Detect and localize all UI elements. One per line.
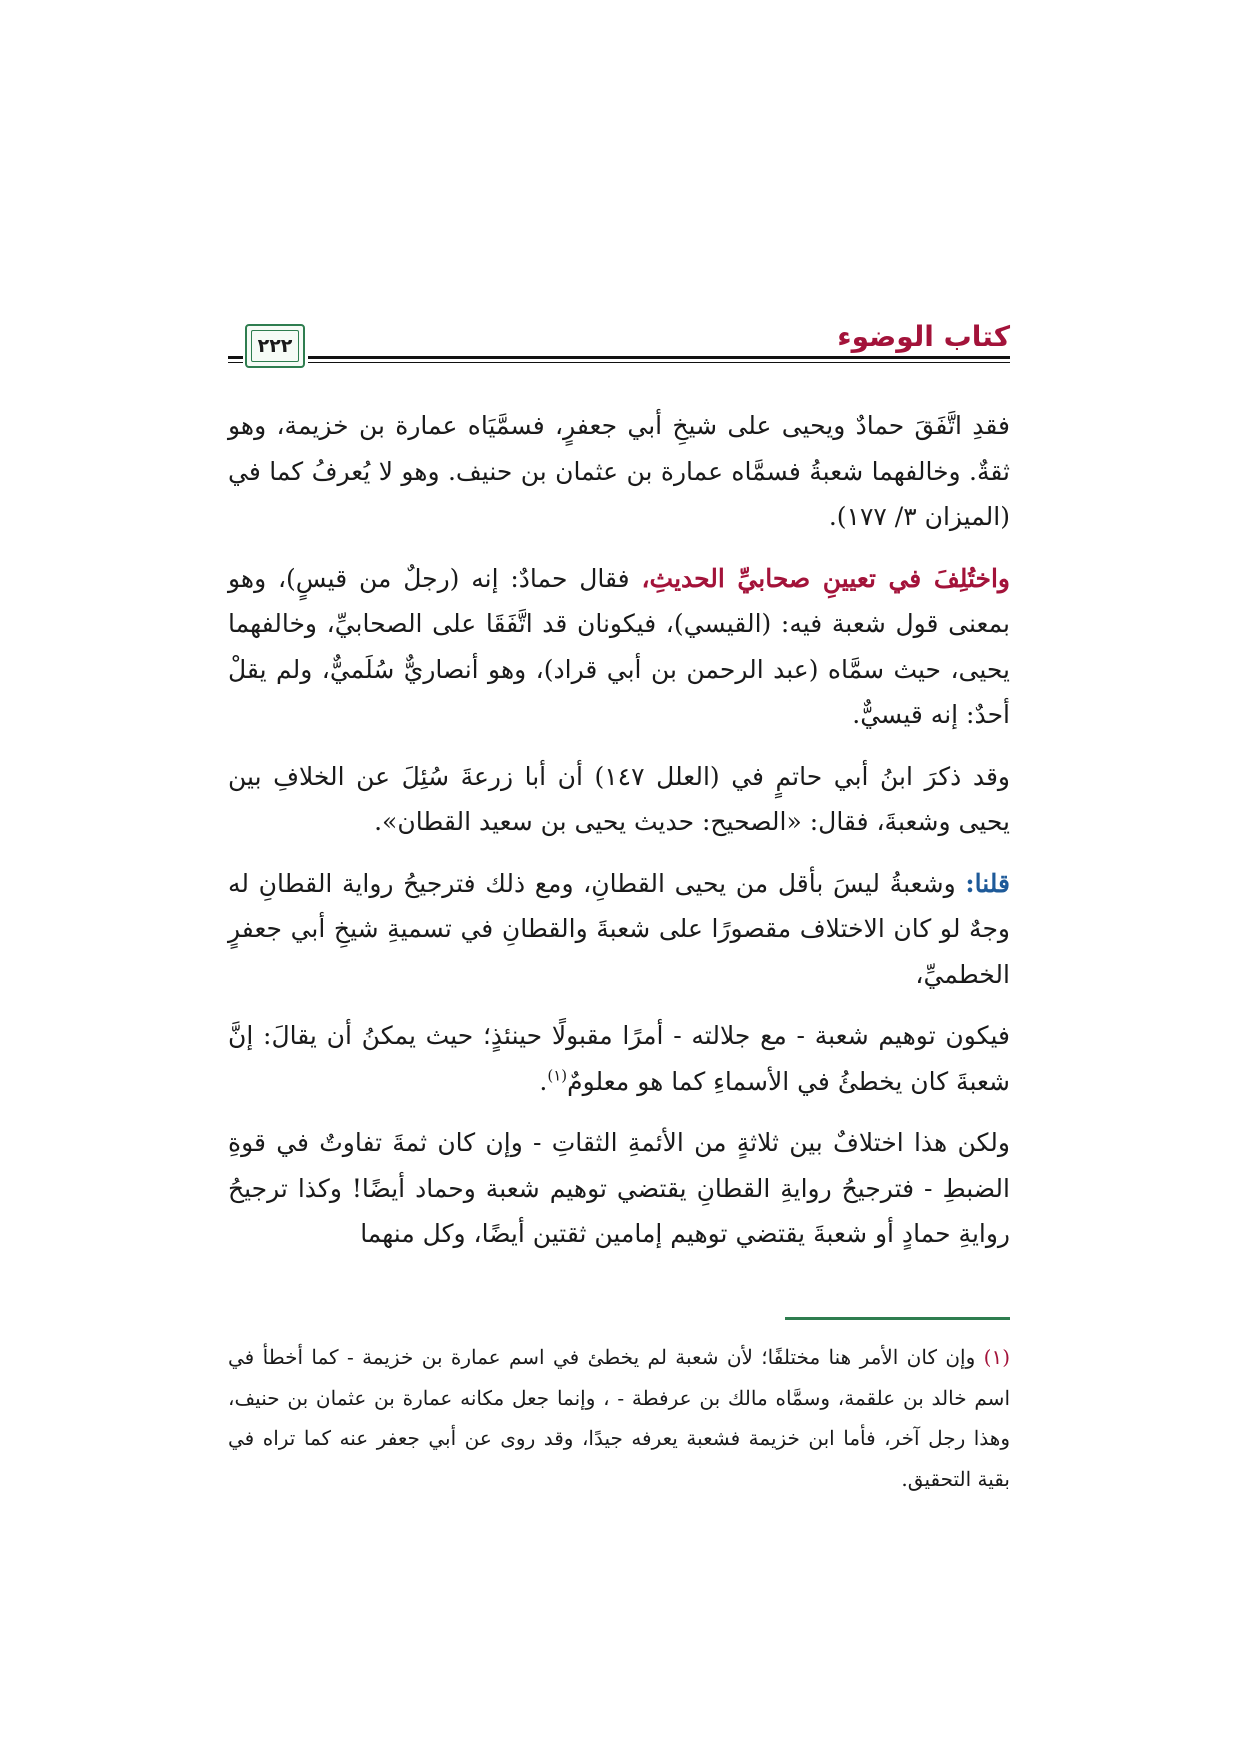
header-rule-thick (308, 356, 1010, 359)
paragraph-5 (228, 1013, 1010, 1104)
paragraph-tail: . (539, 1066, 548, 1096)
paragraph-lead: واختُلِفَ في تعيينِ صحابيِّ الحديثِ، (641, 563, 1011, 593)
header-rule-thin (308, 362, 1010, 363)
paragraph-text: ولكن هذا اختلافٌ بين ثلاثةٍ من الأئمةِ الثقاتِ - وإن كان ثمةَ تفاوتٌ في قوةِ الضبطِ - فترجيحُ روايةِ القطانِ يقتضي توهيم شعبة وحماد أيضًا! وكذا ترجيحُ روايةِ حمادٍ أو شعبةَ يقتضي توهيم إمامين ثقتين أيضًا، وكل منهما (228, 1128, 1010, 1248)
footnote-text: وإن كان الأمر هنا مختلفًا؛ لأن شعبة لم يخطئ في اسم عمارة بن خزيمة - كما أخطأ في اسم خالد بن علقمة، وسمَّاه مالك بن عرفطة - ، وإنما جعل مكانه عمارة بن عثمان بن حنيف، وهذا رجل آخر، فأما ابن خزيمة فشعبة يعرفه جيدًا، وقد روى عن أبي جعفر عنه كما تراه في بقية التحقيق. (228, 1345, 1010, 1491)
paragraph-lead: قلنا: (965, 868, 1010, 898)
footnote-number: (١) (983, 1345, 1010, 1369)
book-title: كتاب الوضوء (837, 320, 1010, 353)
page-header (228, 320, 1010, 380)
paragraph-text: فقدِ اتَّفَقَ حمادٌ ويحيى على شيخِ أبي جعفرٍ، فسمَّيَاه عمارة بن خزيمة، وهو ثقةٌ. وخالفهما شعبةُ فسمَّاه عمارة بن عثمان بن حنيف. وهو لا يُعرفُ كما في (الميزان ٣/ ١٧٧). (228, 411, 1010, 531)
footnote (228, 1337, 1010, 1499)
paragraph-text: وقد ذكرَ ابنُ أبي حاتمٍ في (العلل ١٤٧) أن أبا زرعةَ سُئِلَ عن الخلافِ بين يحيى وشعبةَ، فقال: «الصحيح: حديث يحيى بن سعيد القطان». (228, 761, 1010, 836)
paragraph-3 (228, 754, 1010, 845)
footnote-separator (785, 1317, 1010, 1320)
page-number: ٢٢٢ (257, 335, 293, 357)
paragraph-text: وشعبةُ ليسَ بأقل من يحيى القطانِ، ومع ذلك فترجيحُ رواية القطانِ له وجهٌ لو كان الاختلاف مقصورًا على شعبةَ والقطانِ في تسميةِ شيخِ أبي جعفرٍ الخطميِّ، (228, 868, 1010, 989)
footnote-reference[interactable]: (١) (547, 1066, 568, 1085)
paragraph-1 (228, 403, 1010, 540)
paragraph-text: فقال حمادٌ: إنه (رجلٌ من قيسٍ)، وهو بمعنى قول شعبة فيه: (القيسي)، فيكونان قد اتَّفَقَا على الصحابيِّ، وخالفهما يحيى، حيث سمَّاه (عبد الرحمن بن أبي قراد)، وهو أنصاريٌّ سُلَميٌّ، ولم يقلْ أحدٌ: إنه قيسيٌّ. (228, 563, 1010, 729)
paragraph-text: فيكون توهيم شعبة - مع جلالته - أمرًا مقبولًا حينئذٍ؛ حيث يمكنُ أن يقالَ: إنَّ شعبةَ كان يخطئُ في الأسماءِ كما هو معلومٌ (228, 1021, 1010, 1096)
header-rule-left-thin (228, 362, 243, 363)
page-number-badge (245, 324, 305, 368)
paragraph-4 (228, 861, 1010, 998)
paragraph-2 (228, 556, 1010, 738)
paragraph-6 (228, 1120, 1010, 1257)
header-rule-left-thick (228, 356, 243, 359)
main-text (228, 403, 1010, 1273)
